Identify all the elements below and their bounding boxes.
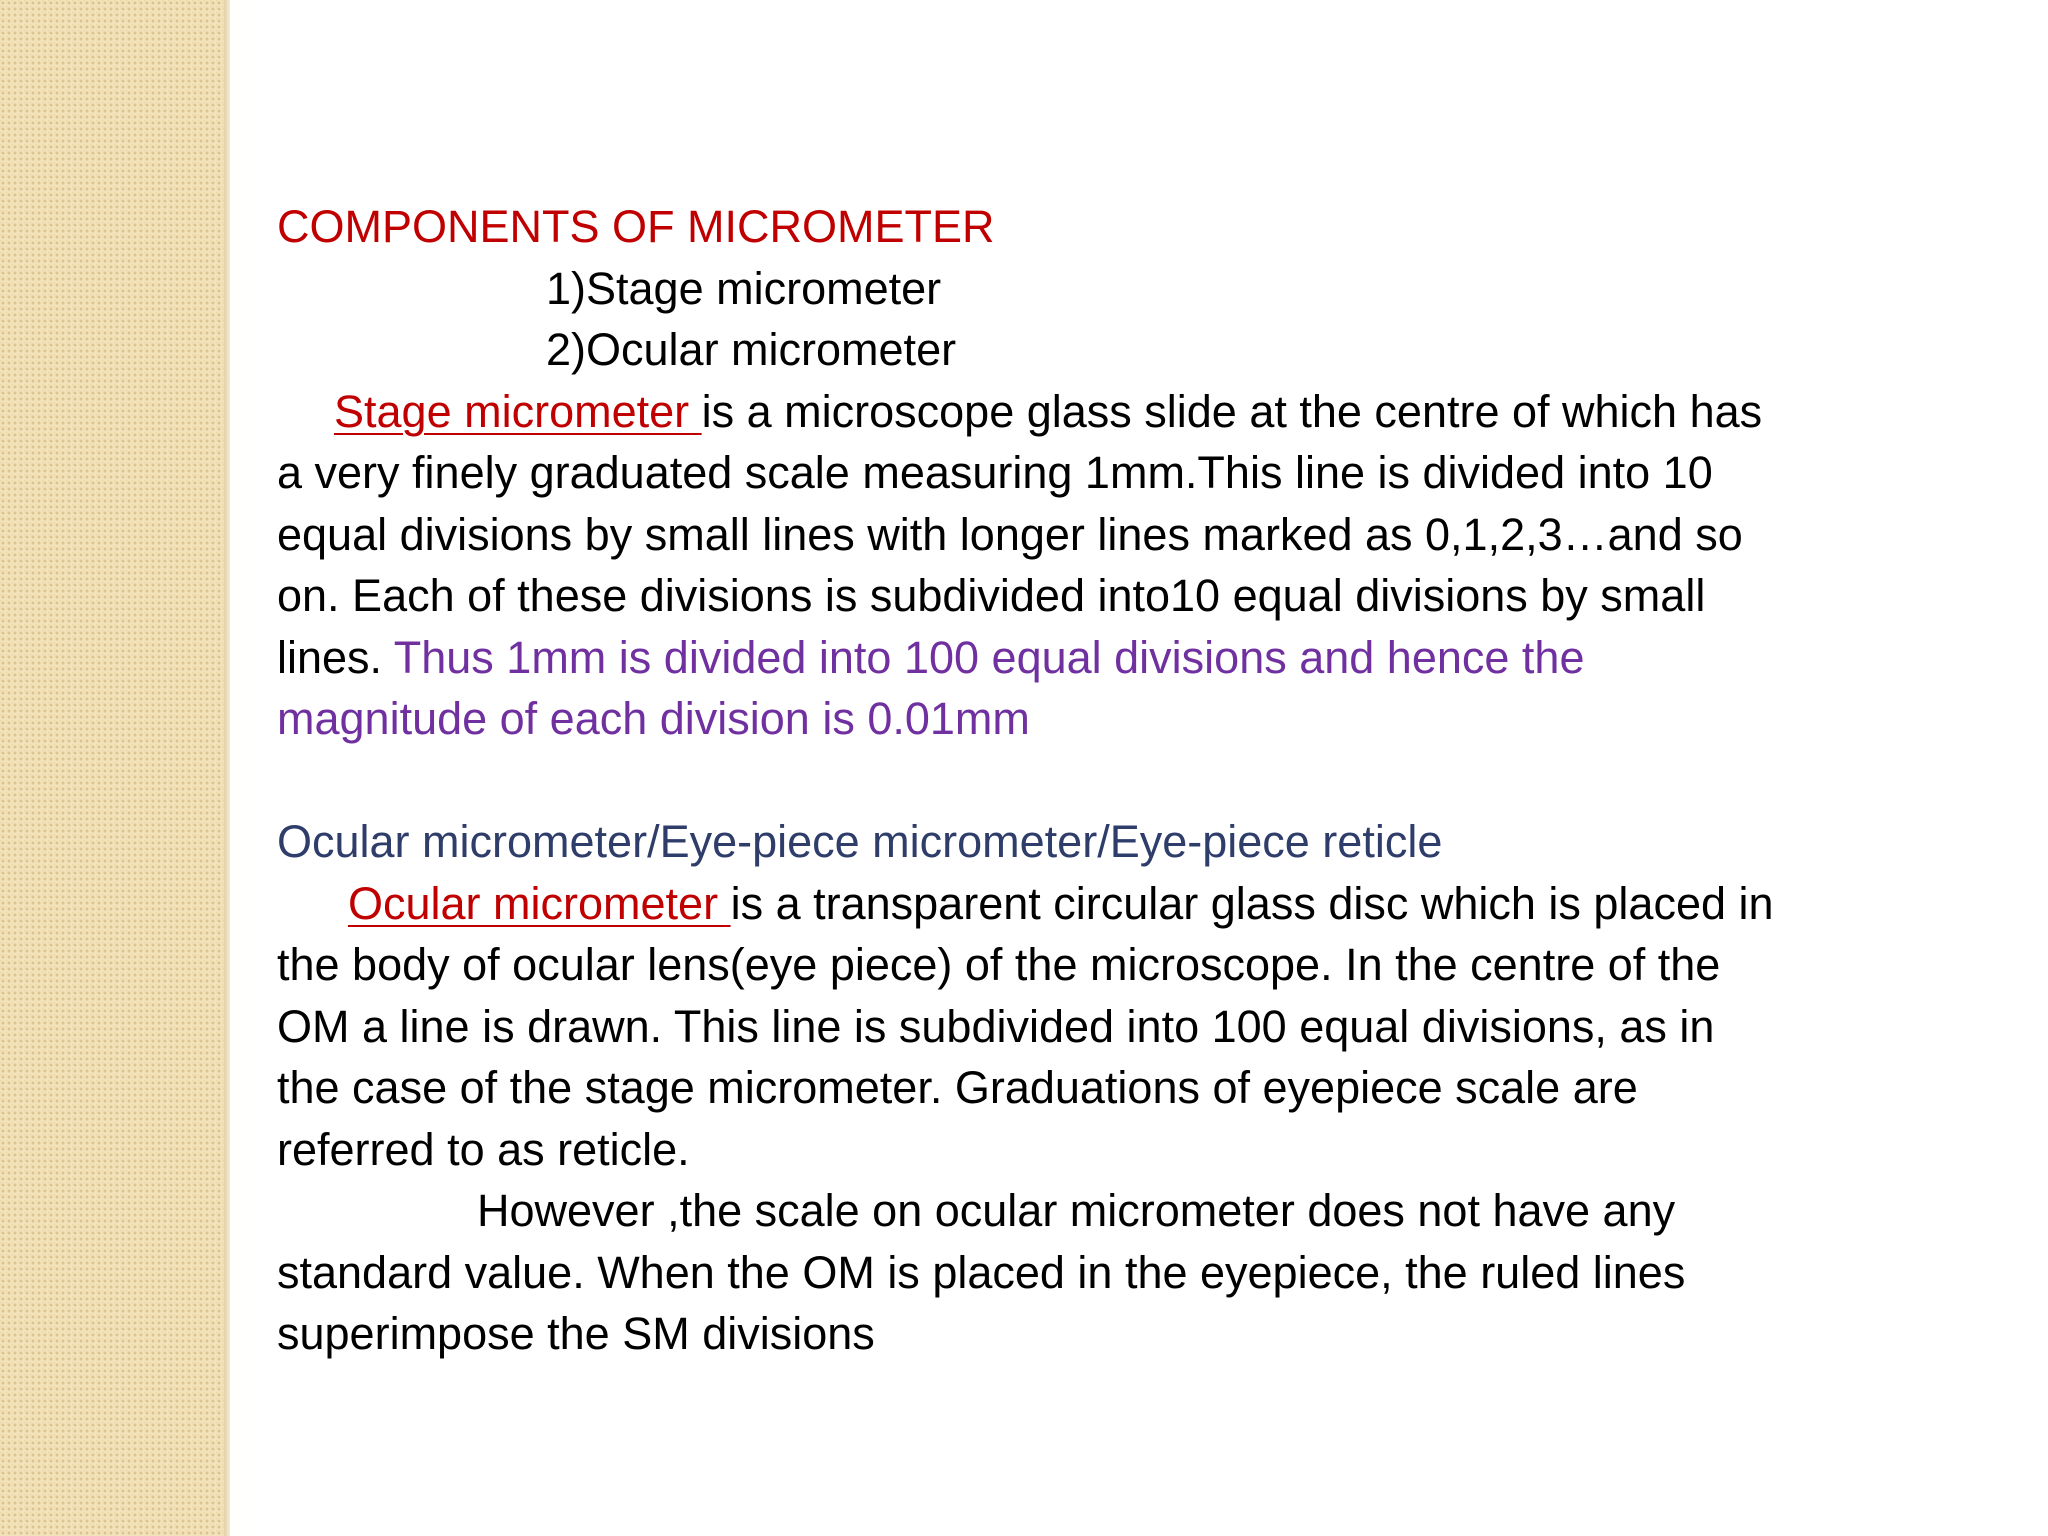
stage-paragraph-line-2: a very finely graduated scale measuring 1mm.This line is divided into 10 <box>277 447 1713 498</box>
paragraph-spacer <box>277 750 2017 812</box>
ocular-micrometer-term: Ocular micrometer <box>348 877 731 929</box>
ocular-subheading: Ocular micrometer/Eye-piece micrometer/Eye-piece reticle <box>277 816 1443 867</box>
however-paragraph-line-2: standard value. When the OM is placed in the eyepiece, the ruled lines <box>277 1246 1686 1298</box>
decorative-side-band <box>0 0 224 1536</box>
stage-emphasis-1: Thus 1mm is divided into 100 equal divisions and hence the <box>393 631 1585 683</box>
list-item-stage: 1)Stage micrometer <box>546 262 942 314</box>
stage-paragraph-line-4: on. Each of these divisions is subdivided into10 equal divisions by small <box>277 570 1706 621</box>
stage-emphasis-2: magnitude of each division is 0.01mm <box>277 693 1030 744</box>
ocular-paragraph-line-5: referred to as reticle. <box>277 1123 690 1175</box>
ocular-paragraph-line-2: the body of ocular lens(eye piece) of the microscope. In the centre of the <box>277 939 1721 990</box>
stage-text-1: is a microscope glass slide at the centre of which has <box>701 385 1763 437</box>
list-item-ocular: 2)Ocular micrometer <box>546 324 957 375</box>
slide-content <box>277 196 2017 1365</box>
stage-micrometer-term: Stage micrometer <box>334 385 702 437</box>
stage-paragraph-line-3: equal divisions by small lines with longer lines marked as 0,1,2,3…and so <box>277 508 1743 560</box>
stage-paragraph-line-1 <box>277 381 2017 443</box>
slide-heading: COMPONENTS OF MICROMETER <box>277 201 995 252</box>
stage-text-5-start: lines. <box>277 631 394 683</box>
ocular-paragraph-line-3: OM a line is drawn. This line is subdivided into 100 equal divisions, as in <box>277 1000 1715 1052</box>
ocular-paragraph-line-1 <box>277 873 2017 935</box>
ocular-text-1: is a transparent circular glass disc which is placed in <box>730 877 1774 929</box>
stage-paragraph-line-5 <box>277 627 2017 689</box>
ocular-paragraph-line-4: the case of the stage micrometer. Graduations of eyepiece scale are <box>277 1062 1638 1113</box>
side-band-edge <box>224 0 230 1536</box>
however-paragraph-line-3: superimpose the SM divisions <box>277 1308 875 1359</box>
however-paragraph-line-1: However ,the scale on ocular micrometer does not have any <box>477 1185 1676 1236</box>
